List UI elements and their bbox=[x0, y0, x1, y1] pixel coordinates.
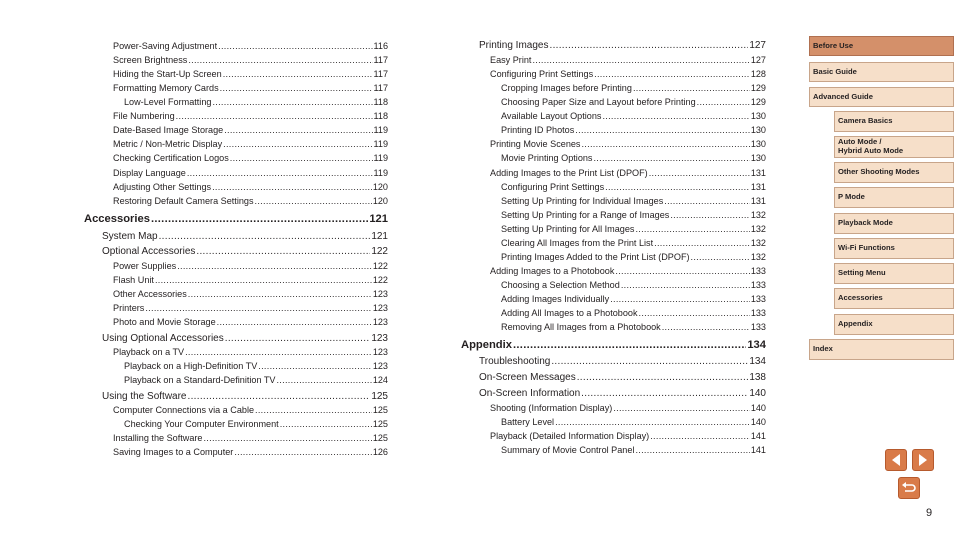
toc-entry-page: 123 bbox=[372, 289, 388, 299]
toc-entry-page: 130 bbox=[750, 139, 766, 149]
toc-entry[interactable] bbox=[501, 225, 766, 234]
tab-label: Basic Guide bbox=[813, 66, 857, 76]
arrow-left-icon bbox=[890, 453, 902, 467]
toc-entry-page: 117 bbox=[373, 69, 388, 79]
toc-dot-leader bbox=[691, 253, 750, 262]
toc-entry[interactable] bbox=[490, 404, 766, 413]
toc-entry-title: Optional Accessories bbox=[102, 246, 196, 257]
toc-dot-leader bbox=[593, 154, 749, 163]
toc-entry-title: Removing All Images from a Photobook bbox=[501, 322, 661, 332]
toc-entry-page: 123 bbox=[372, 303, 388, 313]
toc-entry[interactable] bbox=[113, 56, 388, 65]
toc-entry-page: 132 bbox=[750, 210, 766, 220]
toc-entry[interactable] bbox=[501, 323, 766, 332]
toc-entry[interactable] bbox=[501, 309, 766, 318]
toc-dot-leader bbox=[212, 98, 372, 107]
toc-entry-title: Setting Up Printing for Individual Images bbox=[501, 196, 664, 206]
toc-dot-leader bbox=[633, 84, 750, 93]
toc-entry[interactable] bbox=[461, 340, 766, 351]
toc-entry-page: 141 bbox=[750, 431, 766, 441]
toc-entry-title: Easy Print bbox=[490, 55, 532, 65]
toc-entry[interactable] bbox=[501, 253, 766, 262]
toc-entry-page: 129 bbox=[750, 97, 766, 107]
toc-entry[interactable] bbox=[113, 318, 388, 327]
toc-entry-title: Saving Images to a Computer bbox=[113, 447, 234, 457]
toc-entry-title: Cropping Images before Printing bbox=[501, 83, 632, 93]
toc-entry-page: 140 bbox=[750, 417, 766, 427]
toc-entry-page: 125 bbox=[372, 405, 388, 415]
toc-entry-page: 119 bbox=[373, 139, 388, 149]
toc-dot-leader bbox=[188, 392, 371, 402]
toc-entry-title: Using Optional Accessories bbox=[102, 333, 224, 344]
tab-other-shooting-modes[interactable] bbox=[834, 162, 954, 183]
toc-entry-title: Setting Up Printing for All Images bbox=[501, 224, 635, 234]
toc-entry-page: 140 bbox=[750, 403, 766, 413]
tab-label: Setting Menu bbox=[838, 268, 886, 278]
toc-entry-page: 119 bbox=[373, 168, 388, 178]
toc-entry[interactable] bbox=[84, 214, 388, 225]
toc-entry[interactable] bbox=[501, 446, 766, 455]
toc-entry[interactable] bbox=[124, 376, 388, 385]
toc-entry-title: Power-Saving Adjustment bbox=[113, 41, 218, 51]
toc-entry-title: Using the Software bbox=[102, 391, 187, 402]
toc-entry-page: 131 bbox=[750, 182, 766, 192]
toc-entry-page: 118 bbox=[373, 97, 388, 107]
toc-dot-leader bbox=[185, 348, 372, 357]
toc-dot-leader bbox=[218, 42, 372, 51]
toc-entry-title: Available Layout Options bbox=[501, 111, 602, 121]
toc-entry-page: 118 bbox=[373, 111, 388, 121]
prev-page-button[interactable] bbox=[885, 449, 907, 471]
toc-entry[interactable] bbox=[501, 112, 766, 121]
toc-dot-leader bbox=[635, 225, 749, 234]
toc-entry[interactable] bbox=[501, 197, 766, 206]
tab-before-use[interactable] bbox=[809, 36, 954, 56]
toc-entry-title: Date-Based Image Storage bbox=[113, 125, 224, 135]
toc-dot-leader bbox=[549, 41, 748, 51]
toc-entry[interactable] bbox=[113, 169, 388, 178]
toc-dot-leader bbox=[577, 373, 749, 383]
toc-entry[interactable] bbox=[113, 434, 388, 443]
toc-dot-leader bbox=[654, 239, 750, 248]
next-page-button[interactable] bbox=[912, 449, 934, 471]
toc-entry[interactable] bbox=[113, 276, 388, 285]
toc-entry-page: 131 bbox=[750, 196, 766, 206]
toc-entry-page: 132 bbox=[750, 252, 766, 262]
toc-entry[interactable] bbox=[501, 183, 766, 192]
toc-entry-page: 125 bbox=[371, 391, 388, 402]
toc-entry[interactable] bbox=[501, 211, 766, 220]
toc-entry-title: Setting Up Printing for a Range of Images bbox=[501, 210, 670, 220]
toc-entry-page: 121 bbox=[369, 213, 388, 225]
toc-entry-page: 124 bbox=[372, 375, 388, 385]
toc-entry[interactable] bbox=[479, 357, 766, 367]
return-icon bbox=[901, 481, 917, 495]
toc-entry[interactable] bbox=[124, 362, 388, 371]
toc-entry-page: 134 bbox=[747, 339, 766, 351]
toc-entry-title: Restoring Default Camera Settings bbox=[113, 196, 254, 206]
toc-entry-page: 141 bbox=[750, 445, 766, 455]
toc-dot-leader bbox=[551, 357, 748, 367]
toc-entry[interactable] bbox=[102, 334, 388, 344]
toc-entry-title: Adding Images to the Print List (DPOF) bbox=[490, 168, 648, 178]
toc-entry-title: On-Screen Information bbox=[479, 388, 581, 399]
toc-entry[interactable] bbox=[490, 140, 766, 149]
toc-entry[interactable] bbox=[113, 42, 388, 51]
toc-entry[interactable] bbox=[490, 267, 766, 276]
tab-basic-guide[interactable] bbox=[809, 62, 954, 82]
toc-entry-title: Metric / Non-Metric Display bbox=[113, 139, 223, 149]
toc-dot-leader bbox=[635, 446, 749, 455]
toc-entry-title: Checking Certification Logos bbox=[113, 153, 229, 163]
toc-entry-page: 132 bbox=[750, 224, 766, 234]
return-button[interactable] bbox=[898, 477, 920, 499]
toc-entry[interactable] bbox=[124, 420, 388, 429]
tab-p-mode[interactable] bbox=[834, 187, 954, 208]
toc-dot-leader bbox=[255, 197, 372, 206]
toc-entry-page: 130 bbox=[750, 153, 766, 163]
tab-appendix[interactable] bbox=[834, 314, 954, 335]
toc-dot-leader bbox=[581, 389, 748, 399]
tab-label: Accessories bbox=[838, 293, 883, 303]
toc-dot-leader bbox=[217, 318, 372, 327]
toc-dot-leader bbox=[223, 70, 373, 79]
toc-dot-leader bbox=[670, 211, 749, 220]
tab-accessories[interactable] bbox=[834, 288, 954, 309]
toc-entry[interactable] bbox=[501, 281, 766, 290]
toc-entry-title: Playback on a High-Definition TV bbox=[124, 361, 258, 371]
toc-entry-title: Configuring Print Settings bbox=[501, 182, 605, 192]
toc-entry-title: Computer Connections via a Cable bbox=[113, 405, 255, 415]
toc-entry-page: 121 bbox=[371, 231, 388, 242]
toc-entry[interactable] bbox=[113, 70, 388, 79]
toc-entry[interactable] bbox=[102, 392, 388, 402]
toc-entry[interactable] bbox=[113, 140, 388, 149]
tab-label: Appendix bbox=[838, 319, 873, 329]
toc-entry-page: 133 bbox=[750, 308, 766, 318]
toc-entry-title: Printing Movie Scenes bbox=[490, 139, 581, 149]
toc-entry-title: On-Screen Messages bbox=[479, 372, 576, 383]
toc-entry-page: 134 bbox=[749, 356, 766, 367]
toc-dot-leader bbox=[188, 290, 372, 299]
tab-playback-mode[interactable] bbox=[834, 213, 954, 234]
toc-entry[interactable] bbox=[113, 126, 388, 135]
toc-dot-leader bbox=[650, 432, 750, 441]
tab-label: Advanced Guide bbox=[813, 91, 873, 101]
toc-entry[interactable] bbox=[479, 373, 766, 383]
toc-dot-leader bbox=[649, 169, 750, 178]
tab-index[interactable] bbox=[809, 339, 954, 360]
toc-entry-title: Flash Unit bbox=[113, 275, 154, 285]
toc-dot-leader bbox=[220, 84, 373, 93]
toc-entry-page: 123 bbox=[371, 333, 388, 344]
tab-wifi-functions[interactable] bbox=[834, 238, 954, 259]
tab-label-line: Hybrid Auto Mode bbox=[838, 146, 904, 155]
toc-entry-page: 125 bbox=[372, 419, 388, 429]
toc-entry-page: 119 bbox=[373, 153, 388, 163]
tab-label: Camera Basics bbox=[838, 116, 893, 126]
toc-entry[interactable] bbox=[113, 348, 388, 357]
toc-entry-page: 131 bbox=[750, 168, 766, 178]
toc-dot-leader bbox=[639, 309, 750, 318]
toc-entry-title: File Numbering bbox=[113, 111, 175, 121]
toc-entry-title: Formatting Memory Cards bbox=[113, 83, 219, 93]
toc-entry[interactable] bbox=[113, 183, 388, 192]
toc-entry-title: Low-Level Formatting bbox=[124, 97, 212, 107]
toc-entry-title: Hiding the Start-Up Screen bbox=[113, 69, 222, 79]
toc-dot-leader bbox=[155, 276, 372, 285]
toc-dot-leader bbox=[177, 262, 372, 271]
toc-entry-page: 122 bbox=[372, 275, 388, 285]
tab-label: Index bbox=[813, 344, 833, 354]
toc-entry[interactable] bbox=[113, 197, 388, 206]
toc-entry-page: 122 bbox=[371, 246, 388, 257]
toc-entry-page: 122 bbox=[372, 261, 388, 271]
toc-dot-leader bbox=[224, 126, 372, 135]
toc-entry-page: 128 bbox=[750, 69, 766, 79]
toc-entry-title: Configuring Print Settings bbox=[490, 69, 594, 79]
toc-dot-leader bbox=[187, 169, 373, 178]
toc-entry-title: Playback on a Standard-Definition TV bbox=[124, 375, 276, 385]
toc-dot-leader bbox=[664, 197, 750, 206]
toc-dot-leader bbox=[555, 418, 750, 427]
toc-entry-title: Printing Images bbox=[479, 40, 549, 51]
toc-entry-title: System Map bbox=[102, 231, 158, 242]
toc-dot-leader bbox=[230, 154, 373, 163]
arrow-right-icon bbox=[917, 453, 929, 467]
toc-entry-page: 133 bbox=[750, 280, 766, 290]
toc-dot-leader bbox=[605, 183, 750, 192]
toc-entry-page: 133 bbox=[750, 266, 766, 276]
toc-dot-leader bbox=[594, 70, 750, 79]
toc-entry-page: 119 bbox=[373, 125, 388, 135]
toc-entry[interactable] bbox=[490, 432, 766, 441]
toc-dot-leader bbox=[610, 295, 750, 304]
toc-entry-title: Clearing All Images from the Print List bbox=[501, 238, 654, 248]
toc-entry[interactable] bbox=[102, 247, 388, 257]
toc-entry-title: Battery Level bbox=[501, 417, 555, 427]
toc-entry[interactable] bbox=[501, 295, 766, 304]
toc-dot-leader bbox=[188, 56, 372, 65]
toc-dot-leader bbox=[234, 448, 372, 457]
toc-entry-title: Installing the Software bbox=[113, 433, 203, 443]
toc-dot-leader bbox=[280, 420, 372, 429]
toc-entry-page: 116 bbox=[373, 41, 388, 51]
toc-entry[interactable] bbox=[113, 84, 388, 93]
toc-entry-title: Choosing Paper Size and Layout before Printing bbox=[501, 97, 696, 107]
toc-entry-title: Playback (Detailed Information Display) bbox=[490, 431, 650, 441]
toc-dot-leader bbox=[575, 126, 750, 135]
toc-entry[interactable] bbox=[490, 70, 766, 79]
toc-dot-leader bbox=[223, 140, 372, 149]
toc-dot-leader bbox=[159, 232, 371, 242]
toc-entry-page: 123 bbox=[372, 361, 388, 371]
toc-entry[interactable] bbox=[113, 290, 388, 299]
toc-entry[interactable] bbox=[501, 98, 766, 107]
toc-dot-leader bbox=[602, 112, 749, 121]
toc-dot-leader bbox=[176, 112, 373, 121]
toc-entry-page: 127 bbox=[749, 40, 766, 51]
toc-entry[interactable] bbox=[479, 389, 766, 399]
tab-camera-basics[interactable] bbox=[834, 111, 954, 132]
tab-label: Before Use bbox=[813, 40, 854, 50]
tab-auto-mode[interactable] bbox=[834, 136, 954, 158]
toc-entry[interactable] bbox=[113, 112, 388, 121]
toc-entry-page: 120 bbox=[372, 182, 388, 192]
toc-entry-title: Adding Images Individually bbox=[501, 294, 610, 304]
toc-entry-page: 125 bbox=[372, 433, 388, 443]
toc-entry-title: Printing ID Photos bbox=[501, 125, 575, 135]
tab-label: Other Shooting Modes bbox=[838, 167, 920, 177]
tab-label-line: Auto Mode / bbox=[838, 137, 882, 147]
toc-dot-leader bbox=[212, 183, 372, 192]
toc-entry-page: 133 bbox=[750, 294, 766, 304]
toc-dot-leader bbox=[276, 376, 371, 385]
tab-setting-menu[interactable] bbox=[834, 263, 954, 284]
toc-dot-leader bbox=[203, 434, 371, 443]
toc-entry-page: 123 bbox=[372, 347, 388, 357]
tab-label: P Mode bbox=[838, 192, 865, 202]
toc-entry[interactable] bbox=[102, 232, 388, 242]
toc-entry-title: Shooting (Information Display) bbox=[490, 403, 613, 413]
tab-label: Wi-Fi Functions bbox=[838, 243, 895, 253]
toc-entry-title: Printers bbox=[113, 303, 145, 313]
toc-entry-page: 117 bbox=[373, 83, 388, 93]
toc-entry-title: Playback on a TV bbox=[113, 347, 185, 357]
toc-entry-title: Accessories bbox=[84, 213, 150, 225]
toc-dot-leader bbox=[662, 323, 750, 332]
tab-label: Playback Mode bbox=[838, 218, 893, 228]
toc-entry-title: Power Supplies bbox=[113, 261, 177, 271]
toc-dot-leader bbox=[145, 304, 371, 313]
toc-entry-page: 129 bbox=[750, 83, 766, 93]
toc-entry[interactable] bbox=[490, 56, 766, 65]
toc-entry[interactable] bbox=[113, 406, 388, 415]
toc-entry-page: 120 bbox=[372, 196, 388, 206]
toc-entry-title: Checking Your Computer Environment bbox=[124, 419, 279, 429]
toc-entry[interactable] bbox=[490, 169, 766, 178]
toc-dot-leader bbox=[613, 404, 749, 413]
toc-entry-title: Display Language bbox=[113, 168, 186, 178]
toc-entry[interactable] bbox=[501, 84, 766, 93]
tab-label bbox=[838, 138, 903, 155]
toc-dot-leader bbox=[697, 98, 750, 107]
toc-entry[interactable] bbox=[479, 41, 766, 51]
toc-entry-title: Adjusting Other Settings bbox=[113, 182, 212, 192]
toc-entry[interactable] bbox=[113, 448, 388, 457]
toc-dot-leader bbox=[581, 140, 749, 149]
toc-entry-page: 130 bbox=[750, 111, 766, 121]
toc-dot-leader bbox=[255, 406, 372, 415]
toc-entry-page: 130 bbox=[750, 125, 766, 135]
toc-entry-page: 123 bbox=[372, 317, 388, 327]
toc-entry-title: Other Accessories bbox=[113, 289, 187, 299]
toc-entry-page: 126 bbox=[372, 447, 388, 457]
toc-entry[interactable] bbox=[501, 239, 766, 248]
toc-entry[interactable] bbox=[113, 154, 388, 163]
toc-entry-title: Adding All Images to a Photobook bbox=[501, 308, 638, 318]
toc-entry[interactable] bbox=[113, 262, 388, 271]
toc-entry-page: 133 bbox=[750, 322, 766, 332]
toc-dot-leader bbox=[621, 281, 750, 290]
toc-dot-leader bbox=[151, 214, 368, 225]
toc-dot-leader bbox=[196, 247, 370, 257]
toc-dot-leader bbox=[258, 362, 372, 371]
toc-dot-leader bbox=[615, 267, 749, 276]
toc-entry-title: Movie Printing Options bbox=[501, 153, 593, 163]
toc-entry[interactable] bbox=[113, 304, 388, 313]
toc-entry-page: 127 bbox=[750, 55, 766, 65]
toc-dot-leader bbox=[532, 56, 749, 65]
toc-entry-title: Screen Brightness bbox=[113, 55, 188, 65]
toc-entry-title: Photo and Movie Storage bbox=[113, 317, 216, 327]
toc-entry[interactable] bbox=[501, 418, 766, 427]
page-number: 9 bbox=[926, 507, 933, 519]
toc-dot-leader bbox=[513, 340, 746, 351]
toc-entry[interactable] bbox=[501, 154, 766, 163]
toc-entry-title: Printing Images Added to the Print List (DPOF) bbox=[501, 252, 690, 262]
toc-dot-leader bbox=[225, 334, 371, 344]
toc-entry-title: Troubleshooting bbox=[479, 356, 551, 367]
toc-entry-page: 140 bbox=[749, 388, 766, 399]
toc-entry-title: Appendix bbox=[461, 339, 512, 351]
toc-entry-title: Summary of Movie Control Panel bbox=[501, 445, 635, 455]
toc-entry-page: 138 bbox=[749, 372, 766, 383]
toc-entry-title: Choosing a Selection Method bbox=[501, 280, 620, 290]
toc-entry[interactable] bbox=[501, 126, 766, 135]
toc-entry-page: 117 bbox=[373, 55, 388, 65]
tab-advanced-guide[interactable] bbox=[809, 87, 954, 107]
toc-entry-title: Adding Images to a Photobook bbox=[490, 266, 615, 276]
toc-entry-page: 132 bbox=[750, 238, 766, 248]
toc-entry[interactable] bbox=[124, 98, 388, 107]
